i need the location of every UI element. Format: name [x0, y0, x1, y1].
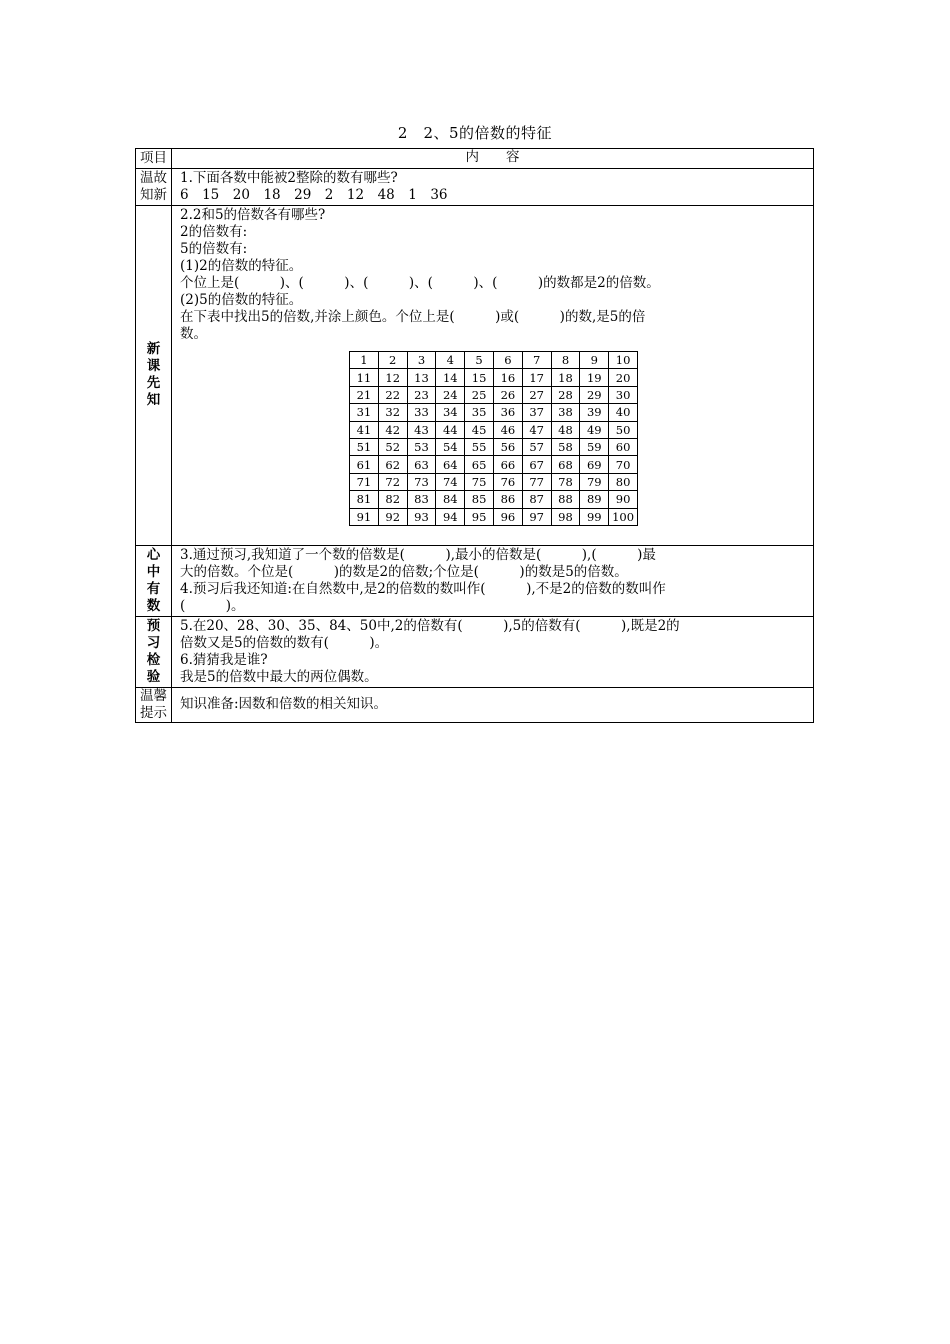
hundred-chart-cell[interactable]: 78 [551, 473, 580, 490]
hundred-chart-cell[interactable]: 40 [609, 404, 638, 421]
review-label-line: 知新 [140, 187, 167, 203]
hundred-chart-cell[interactable]: 25 [465, 386, 494, 403]
hundred-chart-cell[interactable]: 64 [436, 456, 465, 473]
question-3-line-1: 3.通过预习,我知道了一个数的倍数是( ),最小的倍数是( ),( )最 [180, 546, 656, 563]
hundred-chart-cell[interactable]: 18 [551, 369, 580, 386]
hundred-chart-cell[interactable]: 8 [551, 352, 580, 369]
hundred-chart-cell[interactable]: 37 [522, 404, 551, 421]
new-lesson-label [136, 206, 172, 546]
hundred-chart-cell[interactable]: 98 [551, 508, 580, 525]
label-char: 数 [146, 597, 161, 614]
hundred-chart-cell[interactable]: 63 [407, 456, 436, 473]
hundred-chart-cell[interactable]: 4 [436, 352, 465, 369]
feature-5-blank-line-end: 数。 [180, 326, 207, 342]
feature-5-heading: (2)5的倍数的特征。 [180, 292, 303, 308]
summary-content [172, 545, 814, 616]
hundred-chart-cell[interactable]: 93 [407, 508, 436, 525]
review-row [136, 169, 814, 206]
hundred-chart-cell[interactable]: 72 [378, 473, 407, 490]
hundred-chart-cell[interactable]: 60 [609, 438, 638, 455]
hundred-chart-cell[interactable]: 33 [407, 404, 436, 421]
hundred-chart-cell[interactable]: 70 [609, 456, 638, 473]
check-row [136, 616, 814, 687]
hundred-chart-cell[interactable]: 92 [378, 508, 407, 525]
hundred-chart-row [350, 456, 638, 473]
hundred-chart-cell[interactable]: 86 [493, 491, 522, 508]
multiples-of-5-line: 5的倍数有: [180, 241, 248, 257]
header-row [136, 149, 814, 169]
hundred-chart-cell[interactable]: 16 [493, 369, 522, 386]
review-label-line: 温故 [140, 170, 167, 186]
hundred-chart-cell[interactable]: 17 [522, 369, 551, 386]
hundred-chart-cell[interactable]: 54 [436, 438, 465, 455]
hundred-chart-cell[interactable]: 19 [580, 369, 609, 386]
hundred-chart-cell[interactable]: 90 [609, 491, 638, 508]
hundred-chart-cell[interactable]: 79 [580, 473, 609, 490]
tips-label-line: 温馨 [140, 687, 167, 704]
hundred-chart-cell[interactable]: 55 [465, 438, 494, 455]
worksheet-table [135, 148, 814, 723]
hundred-chart-cell[interactable]: 35 [465, 404, 494, 421]
hundred-chart-cell[interactable]: 52 [378, 438, 407, 455]
hundred-chart-cell[interactable]: 30 [609, 386, 638, 403]
header-item-cell: 项目 [136, 149, 172, 169]
hundred-chart-cell[interactable]: 67 [522, 456, 551, 473]
hundred-chart-cell[interactable]: 71 [350, 473, 379, 490]
tips-row [136, 687, 814, 722]
hundred-chart-cell[interactable]: 47 [522, 421, 551, 438]
hundred-chart-cell[interactable]: 85 [465, 491, 494, 508]
label-char: 有 [146, 580, 161, 597]
hundred-chart-cell[interactable]: 22 [378, 386, 407, 403]
tips-label-line: 提示 [140, 704, 167, 721]
hundred-chart-cell[interactable]: 65 [465, 456, 494, 473]
hundred-chart-cell[interactable]: 31 [350, 404, 379, 421]
label-char: 知 [146, 392, 161, 409]
label-char: 习 [146, 634, 161, 651]
check-label [136, 616, 172, 687]
hundred-chart-cell[interactable]: 41 [350, 421, 379, 438]
hundred-chart-row [350, 369, 638, 386]
hundred-chart-cell[interactable]: 1 [350, 352, 379, 369]
hundred-chart-cell[interactable]: 66 [493, 456, 522, 473]
hundred-chart-cell[interactable]: 50 [609, 421, 638, 438]
hundred-chart-row [350, 386, 638, 403]
hundred-chart-cell[interactable]: 80 [609, 473, 638, 490]
hundred-chart-cell[interactable]: 14 [436, 369, 465, 386]
hundred-chart-cell[interactable]: 51 [350, 438, 379, 455]
hundred-chart-cell[interactable]: 28 [551, 386, 580, 403]
hundred-chart-cell[interactable]: 97 [522, 508, 551, 525]
label-char: 预 [146, 617, 161, 634]
summary-row [136, 545, 814, 616]
question-2: 2.2和5的倍数各有哪些? [180, 207, 326, 223]
hundred-chart-cell[interactable]: 21 [350, 386, 379, 403]
hundred-chart-cell[interactable]: 12 [378, 369, 407, 386]
hundred-chart-cell[interactable]: 20 [609, 369, 638, 386]
hundred-chart-cell[interactable]: 56 [493, 438, 522, 455]
hundred-chart-cell[interactable]: 84 [436, 491, 465, 508]
hundred-chart-cell[interactable]: 58 [551, 438, 580, 455]
hundred-chart-row [350, 491, 638, 508]
hundred-chart-row [350, 508, 638, 525]
hundred-chart-cell[interactable]: 68 [551, 456, 580, 473]
new-lesson-content [172, 206, 814, 546]
question-4-line-2: ( )。 [180, 597, 245, 614]
hundred-chart-cell[interactable]: 100 [609, 508, 638, 525]
hundred-chart-cell[interactable]: 83 [407, 491, 436, 508]
hundred-chart-cell[interactable]: 89 [580, 491, 609, 508]
label-char: 中 [146, 563, 161, 580]
hundred-chart-row [350, 421, 638, 438]
question-6-riddle: 我是5的倍数中最大的两位偶数。 [180, 668, 378, 685]
hundred-chart-cell[interactable]: 7 [522, 352, 551, 369]
question-3-line-2: 大的倍数。个位是( )的数是2的倍数;个位是( )的数是5的倍数。 [180, 563, 628, 580]
hundred-chart-row [350, 438, 638, 455]
hundred-chart-cell[interactable]: 53 [407, 438, 436, 455]
hundred-chart-cell[interactable]: 87 [522, 491, 551, 508]
hundred-chart-cell[interactable]: 82 [378, 491, 407, 508]
hundred-chart-cell[interactable]: 36 [493, 404, 522, 421]
hundred-chart-cell[interactable]: 29 [580, 386, 609, 403]
hundred-chart-cell[interactable]: 5 [465, 352, 494, 369]
hundred-chart-cell[interactable]: 73 [407, 473, 436, 490]
hundred-chart-cell[interactable]: 6 [493, 352, 522, 369]
hundred-chart-cell[interactable]: 96 [493, 508, 522, 525]
hundred-chart-cell[interactable]: 39 [580, 404, 609, 421]
hundred-chart-cell[interactable]: 13 [407, 369, 436, 386]
hundred-chart-cell[interactable]: 27 [522, 386, 551, 403]
feature-2-heading: (1)2的倍数的特征。 [180, 258, 303, 274]
hundred-chart-cell[interactable]: 42 [378, 421, 407, 438]
hundred-chart-cell[interactable]: 46 [493, 421, 522, 438]
hundred-chart-cell[interactable]: 74 [436, 473, 465, 490]
hundred-chart-cell[interactable]: 77 [522, 473, 551, 490]
label-char: 心 [146, 546, 161, 563]
header-content-cell: 内 容 [172, 149, 814, 169]
label-char: 课 [146, 358, 161, 375]
hundred-chart-cell[interactable]: 94 [436, 508, 465, 525]
summary-label [136, 545, 172, 616]
hundred-chart-cell[interactable]: 91 [350, 508, 379, 525]
review-content [172, 169, 814, 206]
hundred-chart-cell[interactable]: 2 [378, 352, 407, 369]
hundred-chart-cell[interactable]: 3 [407, 352, 436, 369]
hundred-chart-row [350, 473, 638, 490]
new-lesson-row [136, 206, 814, 546]
feature-5-blank-line: 在下表中找出5的倍数,并涂上颜色。个位上是( )或( )的数,是5的倍 [180, 309, 646, 325]
hundred-chart-cell[interactable]: 24 [436, 386, 465, 403]
review-label [136, 169, 172, 206]
hundred-chart-cell[interactable]: 61 [350, 456, 379, 473]
hundred-chart-cell[interactable]: 57 [522, 438, 551, 455]
question-1: 1.下面各数中能被2整除的数有哪些? [180, 170, 398, 186]
hundred-chart-cell[interactable]: 62 [378, 456, 407, 473]
multiples-of-2-line: 2的倍数有: [180, 224, 248, 240]
hundred-chart-cell[interactable]: 23 [407, 386, 436, 403]
hundred-chart-cell[interactable]: 88 [551, 491, 580, 508]
hundred-chart-cell[interactable]: 15 [465, 369, 494, 386]
feature-2-blank-line: 个位上是( )、( )、( )、( )、( )的数都是2的倍数。 [180, 275, 660, 291]
number-list: 6 15 20 18 29 2 12 48 1 36 [180, 187, 448, 203]
hundred-chart-cell[interactable]: 43 [407, 421, 436, 438]
hundred-chart-cell[interactable]: 48 [551, 421, 580, 438]
hundred-chart-cell[interactable]: 10 [609, 352, 638, 369]
question-4-line-1: 4.预习后我还知道:在自然数中,是2的倍数的数叫作( ),不是2的倍数的数叫作 [180, 580, 666, 597]
hundred-chart-cell[interactable]: 99 [580, 508, 609, 525]
hundred-chart-cell[interactable]: 11 [350, 369, 379, 386]
hundred-chart-cell[interactable]: 76 [493, 473, 522, 490]
hundred-chart-cell[interactable]: 69 [580, 456, 609, 473]
page-title: 2 2、5的倍数的特征 [397, 124, 553, 142]
tips-label [136, 687, 172, 722]
hundred-chart [349, 351, 638, 526]
hundred-chart-cell[interactable]: 44 [436, 421, 465, 438]
tips-text: 知识准备:因数和倍数的相关知识。 [180, 696, 388, 713]
label-char: 验 [146, 668, 161, 685]
check-content [172, 616, 814, 687]
hundred-chart-cell[interactable]: 75 [465, 473, 494, 490]
hundred-chart-cell[interactable]: 9 [580, 352, 609, 369]
hundred-chart-cell[interactable]: 95 [465, 508, 494, 525]
question-6: 6.猜猜我是谁? [180, 651, 268, 668]
hundred-chart-cell[interactable]: 38 [551, 404, 580, 421]
question-5-line-1: 5.在20、28、30、35、84、50中,2的倍数有( ),5的倍数有( ),既是2的 [180, 617, 680, 634]
hundred-chart-cell[interactable]: 59 [580, 438, 609, 455]
tips-content [172, 687, 814, 722]
label-char: 先 [146, 375, 161, 392]
hundred-chart-row [350, 352, 638, 369]
hundred-chart-cell[interactable]: 45 [465, 421, 494, 438]
label-char: 新 [146, 341, 161, 358]
hundred-chart-row [350, 404, 638, 421]
label-char: 检 [146, 651, 161, 668]
hundred-chart-cell[interactable]: 34 [436, 404, 465, 421]
hundred-chart-cell[interactable]: 26 [493, 386, 522, 403]
hundred-chart-cell[interactable]: 49 [580, 421, 609, 438]
hundred-chart-cell[interactable]: 81 [350, 491, 379, 508]
hundred-chart-cell[interactable]: 32 [378, 404, 407, 421]
question-5-line-2: 倍数又是5的倍数的数有( )。 [180, 634, 389, 651]
